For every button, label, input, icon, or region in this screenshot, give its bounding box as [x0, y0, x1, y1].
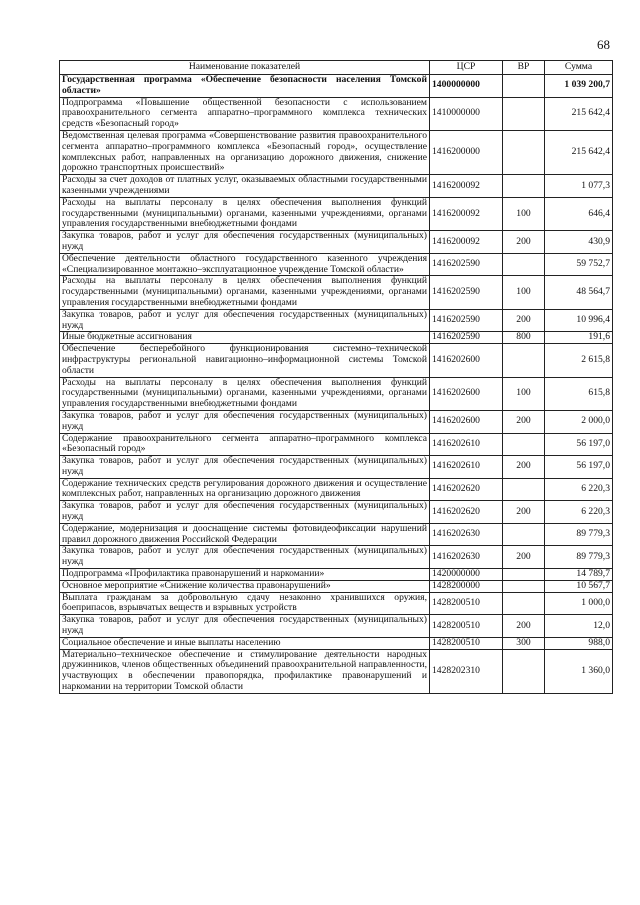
row-code: 1428200510	[430, 592, 503, 615]
row-name: Закупка товаров, работ и услуг для обеспечения государственных (муниципальных) нужд	[60, 546, 430, 569]
row-name: Материально–техническое обеспечение и стимулирование деятельности народных дружинников, членов общественных объединений правоохранительной направленности, участвующих в обеспечении правопорядка, профилактике правонарушений и наркомании на территории Томской области	[60, 649, 430, 693]
table-row	[60, 332, 613, 344]
row-sum: 1 077,3	[545, 175, 613, 198]
row-sum: 615,8	[545, 377, 613, 410]
row-vr	[503, 130, 545, 174]
row-sum: 215 642,4	[545, 97, 613, 130]
row-name: Закупка товаров, работ и услуг для обеспечения государственных (муниципальных) нужд	[60, 501, 430, 524]
row-vr	[503, 580, 545, 592]
row-sum: 56 197,0	[545, 456, 613, 479]
row-code: 1428202310	[430, 649, 503, 693]
row-vr	[503, 478, 545, 501]
table-row	[60, 592, 613, 615]
table-row	[60, 523, 613, 546]
row-code: 1416202620	[430, 478, 503, 501]
table-row	[60, 377, 613, 410]
row-vr: 200	[503, 546, 545, 569]
row-vr: 200	[503, 309, 545, 332]
row-sum: 10 996,4	[545, 309, 613, 332]
table-row	[60, 410, 613, 433]
row-name: Обеспечение деятельности областного государственного казенного учреждения «Специализированное монтажно–эксплуатационное учреждение Томской области»	[60, 253, 430, 276]
table-row	[60, 130, 613, 174]
row-vr	[503, 433, 545, 456]
row-name: Закупка товаров, работ и услуг для обеспечения государственных (муниципальных) нужд	[60, 410, 430, 433]
row-code: 1416202630	[430, 523, 503, 546]
row-code: 1416200092	[430, 175, 503, 198]
row-sum: 2 000,0	[545, 410, 613, 433]
page-number: 68	[597, 37, 610, 52]
table-row	[60, 276, 613, 309]
row-vr	[503, 75, 545, 98]
row-code: 1416200092	[430, 197, 503, 230]
row-code: 1416202620	[430, 501, 503, 524]
row-name: Ведомственная целевая программа «Совершенствование развития правоохранительного сегмента аппаратно–программного комплекса «Безопасный город», осуществление комплексных работ, направленных на организацию дорожного движения, снижение дорожно транспортных происшествий»	[60, 130, 430, 174]
table-row	[60, 175, 613, 198]
row-code: 1416202610	[430, 433, 503, 456]
row-name: Содержание правоохранительного сегмента аппаратно–программного комплекса «Безопасный город»	[60, 433, 430, 456]
row-sum: 89 779,3	[545, 546, 613, 569]
row-name: Подпрограмма «Повышение общественной безопасности с использованием правоохранительного сегмента аппаратно–программного комплекса технических средств «Безопасный город»	[60, 97, 430, 130]
row-code: 1416202630	[430, 546, 503, 569]
row-sum: 56 197,0	[545, 433, 613, 456]
row-sum: 59 752,7	[545, 253, 613, 276]
row-code: 1416202590	[430, 253, 503, 276]
row-code: 1416200092	[430, 231, 503, 254]
row-name: Выплата гражданам за добровольную сдачу незаконно хранившихся оружия, боеприпасов, взрывчатых веществ и взрывных устройств	[60, 592, 430, 615]
row-vr	[503, 569, 545, 581]
row-vr: 300	[503, 637, 545, 649]
table-row	[60, 478, 613, 501]
table-row	[60, 97, 613, 130]
row-name: Закупка товаров, работ и услуг для обеспечения государственных (муниципальных) нужд	[60, 231, 430, 254]
table-row	[60, 253, 613, 276]
row-code: 1400000000	[430, 75, 503, 98]
row-name: Социальное обеспечение и иные выплаты населению	[60, 637, 430, 649]
table-row	[60, 501, 613, 524]
row-code: 1420000000	[430, 569, 503, 581]
row-code: 1416202590	[430, 332, 503, 344]
table-header-row	[60, 61, 613, 75]
row-name: Обеспечение бесперебойного функционирования системно–технической инфраструктуры региональной навигационно–информационной системы Томской области	[60, 344, 430, 377]
table-row	[60, 569, 613, 581]
row-name: Государственная программа «Обеспечение безопасности населения Томской области»	[60, 75, 430, 98]
row-vr	[503, 97, 545, 130]
table-row	[60, 309, 613, 332]
row-name: Закупка товаров, работ и услуг для обеспечения государственных (муниципальных) нужд	[60, 309, 430, 332]
row-vr	[503, 592, 545, 615]
row-sum: 10 567,7	[545, 580, 613, 592]
row-code: 1416202590	[430, 276, 503, 309]
row-vr	[503, 344, 545, 377]
table-row	[60, 197, 613, 230]
row-vr	[503, 523, 545, 546]
row-code: 1416200000	[430, 130, 503, 174]
row-name: Расходы на выплаты персоналу в целях обеспечения выполнения функций государственными (муниципальными) органами, казенными учреждениями, органами управления государственными внебюджетными фондами	[60, 197, 430, 230]
row-sum: 48 564,7	[545, 276, 613, 309]
row-name: Содержание, модернизация и дооснащение системы фотовидеофиксации нарушений правил дорожного движения Российской Федерации	[60, 523, 430, 546]
row-name: Основное мероприятие «Снижение количества правонарушений»	[60, 580, 430, 592]
row-name: Содержание технических средств регулирования дорожного движения и осуществление комплексных работ, направленных на организацию дорожного движения	[60, 478, 430, 501]
row-sum: 430,9	[545, 231, 613, 254]
header-sum: Сумма	[545, 61, 613, 75]
row-sum: 6 220,3	[545, 501, 613, 524]
row-name: Расходы на выплаты персоналу в целях обеспечения выполнения функций государственными (муниципальными) органами, казенными учреждениями, органами управления государственными внебюджетными фондами	[60, 276, 430, 309]
row-sum: 215 642,4	[545, 130, 613, 174]
table-row	[60, 546, 613, 569]
row-name: Подпрограмма «Профилактика правонарушений и наркомании»	[60, 569, 430, 581]
table-row	[60, 649, 613, 693]
row-name: Закупка товаров, работ и услуг для обеспечения государственных (муниципальных) нужд	[60, 615, 430, 638]
header-code: ЦСР	[430, 61, 503, 75]
row-sum: 988,0	[545, 637, 613, 649]
row-vr	[503, 649, 545, 693]
table-row	[60, 637, 613, 649]
row-vr: 100	[503, 377, 545, 410]
row-vr: 200	[503, 456, 545, 479]
row-name: Закупка товаров, работ и услуг для обеспечения государственных (муниципальных) нужд	[60, 456, 430, 479]
row-code: 1410000000	[430, 97, 503, 130]
row-vr: 100	[503, 276, 545, 309]
row-sum: 89 779,3	[545, 523, 613, 546]
row-name: Расходы за счет доходов от платных услуг, оказываемых областными государственными казенными учреждениями	[60, 175, 430, 198]
row-sum: 191,6	[545, 332, 613, 344]
row-code: 1416202600	[430, 377, 503, 410]
row-vr: 200	[503, 615, 545, 638]
row-code: 1428200510	[430, 637, 503, 649]
row-vr: 200	[503, 501, 545, 524]
table-row	[60, 75, 613, 98]
row-code: 1416202600	[430, 344, 503, 377]
row-sum: 646,4	[545, 197, 613, 230]
table-row	[60, 344, 613, 377]
row-sum: 1 360,0	[545, 649, 613, 693]
row-vr: 200	[503, 231, 545, 254]
table-row	[60, 231, 613, 254]
header-vr: ВР	[503, 61, 545, 75]
row-sum: 1 000,0	[545, 592, 613, 615]
row-name: Иные бюджетные ассигнования	[60, 332, 430, 344]
row-code: 1416202590	[430, 309, 503, 332]
table-row	[60, 615, 613, 638]
header-name: Наименование показателей	[60, 61, 430, 75]
row-code: 1416202600	[430, 410, 503, 433]
table-row	[60, 580, 613, 592]
table-row	[60, 456, 613, 479]
row-vr: 100	[503, 197, 545, 230]
row-name: Расходы на выплаты персоналу в целях обеспечения выполнения функций государственными (муниципальными) органами, казенными учреждениями, органами управления государственными внебюджетными фондами	[60, 377, 430, 410]
row-code: 1428200510	[430, 615, 503, 638]
row-sum: 6 220,3	[545, 478, 613, 501]
row-sum: 14 789,7	[545, 569, 613, 581]
row-sum: 1 039 200,7	[545, 75, 613, 98]
row-sum: 2 615,8	[545, 344, 613, 377]
budget-table	[59, 60, 613, 694]
row-vr: 200	[503, 410, 545, 433]
row-code: 1416202610	[430, 456, 503, 479]
table-row	[60, 433, 613, 456]
row-code: 1428200000	[430, 580, 503, 592]
row-vr: 800	[503, 332, 545, 344]
row-vr	[503, 175, 545, 198]
row-vr	[503, 253, 545, 276]
row-sum: 12,0	[545, 615, 613, 638]
